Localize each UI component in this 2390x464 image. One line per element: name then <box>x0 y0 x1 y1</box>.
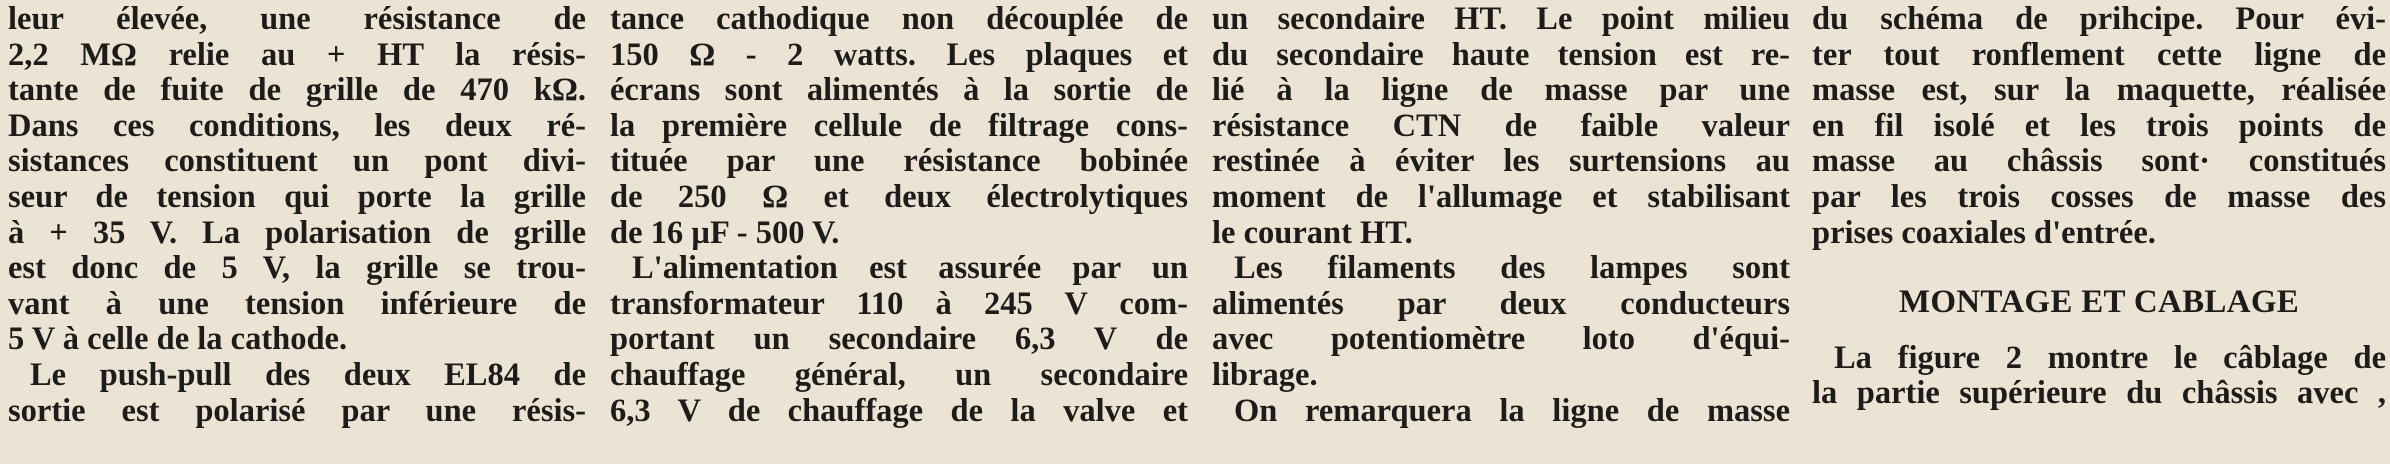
text-line: de 16 µF - 500 V. <box>610 214 840 251</box>
text-line: à + 35 V. La polarisation de grille <box>8 214 586 251</box>
text-line: alimentés par deux conducteurs <box>1212 285 1790 322</box>
text-line: en fil isolé et les trois points de <box>1812 107 2386 144</box>
text-column-2 <box>610 2 1188 429</box>
text-line: librage. <box>1212 356 1318 393</box>
text-line: masse au châssis sont· constitués <box>1812 143 2386 180</box>
text-column-1 <box>8 2 586 429</box>
text-line: restinée à éviter les surtensions au <box>1212 143 1790 180</box>
text-line: On remarquera la ligne de masse <box>1234 392 1790 429</box>
text-line: prises coaxiales d'entrée. <box>1812 214 2156 251</box>
text-line: transformateur 110 à 245 V com- <box>610 285 1188 322</box>
section-heading: MONTAGE ET CABLAGE <box>1898 284 2300 321</box>
text-line: lié à la ligne de masse par une <box>1212 72 1790 109</box>
text-line: leur élevée, une résistance de <box>8 1 586 37</box>
text-column-4 <box>1812 2 2386 412</box>
text-line: chauffage général, un secondaire <box>610 356 1188 393</box>
text-line: sortie est polarisé par une résis- <box>8 392 586 429</box>
text-line: seur de tension qui porte la grille <box>8 178 586 215</box>
text-line: moment de l'allumage et stabilisant <box>1212 178 1790 215</box>
text-line: vant à une tension inférieure de <box>8 285 586 322</box>
text-line: la partie supérieure du châssis avec , <box>1812 375 2386 412</box>
text-line: 5 V à celle de la cathode. <box>8 321 348 358</box>
text-line: de 250 Ω et deux électrolytiques <box>610 178 1188 215</box>
text-line: Dans ces conditions, les deux ré- <box>8 107 586 144</box>
text-line: du secondaire haute tension est re- <box>1212 36 1790 73</box>
text-line: par les trois cosses de masse des <box>1812 178 2386 215</box>
text-line: un secondaire HT. Le point milieu <box>1212 1 1790 37</box>
text-line: portant un secondaire 6,3 V de <box>610 321 1188 358</box>
text-line: le courant HT. <box>1212 214 1413 251</box>
text-line: la première cellule de filtrage cons- <box>610 107 1188 144</box>
text-line: Les filaments des lampes sont <box>1234 250 1790 287</box>
text-line: ter tout ronflement cette ligne de <box>1812 36 2386 73</box>
text-line: tituée par une résistance bobinée <box>610 143 1188 180</box>
text-line: La figure 2 montre le câblage de <box>1834 339 2386 376</box>
text-line: tante de fuite de grille de 470 kΩ. <box>8 72 586 109</box>
text-line: 6,3 V de chauffage de la valve et <box>610 392 1188 429</box>
text-column-3 <box>1212 2 1790 429</box>
text-line: avec potentiomètre loto d'équi- <box>1212 321 1790 358</box>
text-line: résistance CTN de faible valeur <box>1212 107 1790 144</box>
text-line: sistances constituent un pont divi- <box>8 143 586 180</box>
text-line: L'alimentation est assurée par un <box>632 250 1188 287</box>
text-line: du schéma de prihcipe. Pour évi- <box>1812 1 2386 37</box>
text-line: masse est, sur la maquette, réalisée <box>1812 72 2386 109</box>
text-line: Le push-pull des deux EL84 de <box>30 356 586 393</box>
text-line: est donc de 5 V, la grille se trou- <box>8 250 586 287</box>
text-line: 2,2 MΩ relie au + HT la résis- <box>8 36 586 73</box>
text-line: écrans sont alimentés à la sortie de <box>610 72 1188 109</box>
text-line: tance cathodique non découplée de <box>610 1 1188 37</box>
text-line: 150 Ω - 2 watts. Les plaques et <box>610 36 1188 73</box>
